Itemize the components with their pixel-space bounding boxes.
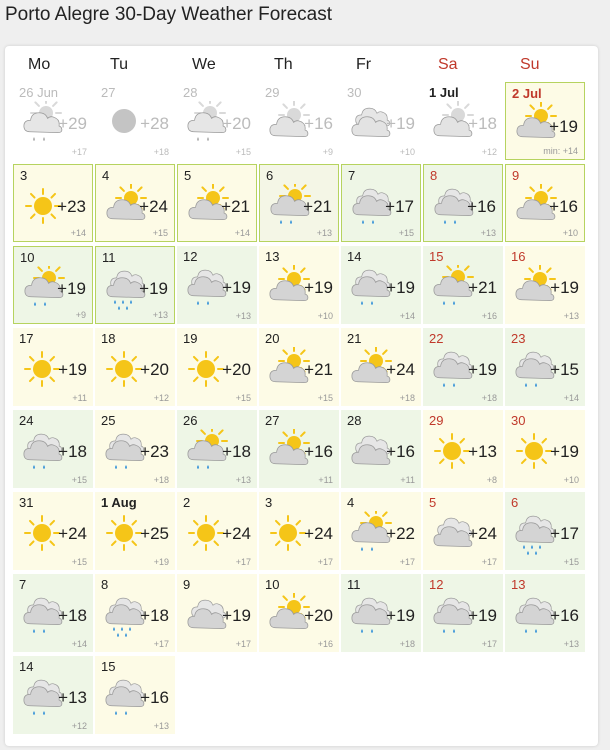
day-cell[interactable] xyxy=(95,656,175,734)
day-date: 22 xyxy=(429,331,444,346)
high-temp: +21 xyxy=(303,197,332,216)
day-date: 6 xyxy=(266,168,274,183)
low-temp: +13 xyxy=(480,228,496,238)
high-temp: +17 xyxy=(385,197,414,216)
high-temp: +19 xyxy=(550,278,579,297)
low-temp: +10 xyxy=(562,228,578,238)
day-date: 14 xyxy=(19,659,34,674)
day-cell[interactable] xyxy=(341,492,421,570)
low-temp: +8 xyxy=(486,475,497,485)
day-cell[interactable] xyxy=(177,82,257,160)
day-cell[interactable] xyxy=(341,410,421,488)
day-cell[interactable] xyxy=(423,328,503,406)
high-temp: +22 xyxy=(386,524,415,543)
day-cell[interactable] xyxy=(13,246,93,324)
high-temp: +20 xyxy=(222,114,251,133)
day-date: 21 xyxy=(347,331,362,346)
high-temp: +18 xyxy=(468,114,497,133)
day-date: 27 xyxy=(101,85,116,100)
high-temp: +20 xyxy=(140,360,169,379)
day-cell[interactable] xyxy=(341,328,421,406)
day-date: 13 xyxy=(265,249,280,264)
high-temp: +19 xyxy=(550,442,579,461)
day-date: 9 xyxy=(512,168,520,183)
day-date: 15 xyxy=(101,659,116,674)
low-temp: +17 xyxy=(71,147,87,157)
high-temp: +24 xyxy=(58,524,87,543)
weekday-label: Tu xyxy=(110,56,129,73)
day-cell[interactable] xyxy=(95,410,175,488)
day-date: 3 xyxy=(20,168,28,183)
low-temp: +13 xyxy=(153,721,169,731)
high-temp: +28 xyxy=(140,114,169,133)
low-temp: +17 xyxy=(399,557,415,567)
day-date: 19 xyxy=(183,331,198,346)
day-date: 25 xyxy=(101,413,116,428)
low-temp: +15 xyxy=(235,393,251,403)
day-date: 9 xyxy=(183,577,191,592)
low-temp: +18 xyxy=(153,147,169,157)
low-temp: +15 xyxy=(398,228,414,238)
high-temp: +19 xyxy=(57,279,86,298)
high-temp: +25 xyxy=(140,524,169,543)
high-temp: +19 xyxy=(58,360,87,379)
day-cell[interactable] xyxy=(95,246,175,324)
page-title: Porto Alegre 30-Day Weather Forecast xyxy=(5,4,333,25)
forecast-calendar xyxy=(5,46,598,746)
day-cell[interactable] xyxy=(423,246,503,324)
day-date: 29 xyxy=(429,413,444,428)
low-temp: +13 xyxy=(563,639,579,649)
high-temp: +13 xyxy=(58,688,87,707)
day-cell[interactable] xyxy=(341,164,421,242)
low-temp: +17 xyxy=(481,639,497,649)
day-date: 14 xyxy=(347,249,362,264)
day-cell[interactable] xyxy=(95,328,175,406)
high-temp: +19 xyxy=(468,606,497,625)
day-cell[interactable] xyxy=(13,328,93,406)
low-temp: +13 xyxy=(563,311,579,321)
day-cell[interactable] xyxy=(177,328,257,406)
low-temp: +11 xyxy=(72,393,87,403)
day-cell[interactable] xyxy=(177,246,257,324)
day-date: 4 xyxy=(347,495,355,510)
low-temp: +9 xyxy=(75,310,86,320)
day-date: 11 xyxy=(102,250,116,265)
day-cell[interactable] xyxy=(341,246,421,324)
high-temp: +24 xyxy=(386,360,415,379)
high-temp: +24 xyxy=(139,197,168,216)
day-date: 15 xyxy=(429,249,444,264)
weekday-label: Su xyxy=(520,56,540,73)
day-date: 29 xyxy=(265,85,280,100)
weekday-label: Th xyxy=(274,56,293,73)
day-cell[interactable] xyxy=(177,410,257,488)
day-cell[interactable] xyxy=(259,82,339,160)
high-temp: +15 xyxy=(550,360,579,379)
high-temp: +16 xyxy=(304,442,333,461)
low-temp: +12 xyxy=(481,147,497,157)
low-temp: +14 xyxy=(71,639,87,649)
day-cell[interactable] xyxy=(505,410,585,488)
day-date: 4 xyxy=(102,168,110,183)
day-date: 23 xyxy=(511,331,526,346)
day-date: 8 xyxy=(430,168,438,183)
day-cell[interactable] xyxy=(423,574,503,652)
day-date: 31 xyxy=(19,495,34,510)
high-temp: +18 xyxy=(140,606,169,625)
day-cell[interactable] xyxy=(423,410,503,488)
day-cell[interactable] xyxy=(341,82,421,160)
low-temp: +14 xyxy=(399,311,415,321)
high-temp: +19 xyxy=(304,278,333,297)
day-date: 26 Jun xyxy=(19,85,59,100)
day-date: 5 xyxy=(429,495,437,510)
low-temp: +17 xyxy=(317,557,333,567)
day-date: 28 xyxy=(347,413,362,428)
day-date: 17 xyxy=(19,331,34,346)
day-date: 1 Aug xyxy=(101,495,137,510)
day-date: 6 xyxy=(511,495,519,510)
low-temp: +12 xyxy=(153,393,169,403)
high-temp: +19 xyxy=(139,279,168,298)
day-cell[interactable] xyxy=(13,164,93,242)
high-temp: +16 xyxy=(550,606,579,625)
low-temp: +15 xyxy=(71,557,87,567)
day-date: 26 xyxy=(183,413,198,428)
day-cell[interactable] xyxy=(505,164,585,242)
low-temp: +13 xyxy=(316,228,332,238)
low-temp: +18 xyxy=(399,393,415,403)
day-date: 28 xyxy=(183,85,198,100)
day-date: 10 xyxy=(265,577,280,592)
day-cell[interactable] xyxy=(177,492,257,570)
low-temp: +15 xyxy=(563,557,579,567)
day-cell[interactable] xyxy=(505,82,585,160)
low-temp: +15 xyxy=(152,228,168,238)
high-temp: +24 xyxy=(304,524,333,543)
high-temp: +13 xyxy=(468,442,497,461)
day-cell[interactable] xyxy=(505,492,585,570)
day-date: 3 xyxy=(265,495,273,510)
low-temp: +15 xyxy=(71,475,87,485)
high-temp: +23 xyxy=(140,442,169,461)
day-cell[interactable] xyxy=(259,574,339,652)
high-temp: +21 xyxy=(221,197,250,216)
day-cell[interactable] xyxy=(505,246,585,324)
day-cell[interactable] xyxy=(95,492,175,570)
day-date: 7 xyxy=(348,168,356,183)
day-cell[interactable] xyxy=(177,164,257,242)
high-temp: +23 xyxy=(57,197,86,216)
day-date: 16 xyxy=(511,249,526,264)
weekday-header xyxy=(5,46,598,84)
low-temp: +10 xyxy=(563,475,579,485)
day-cell[interactable] xyxy=(259,246,339,324)
day-cell[interactable] xyxy=(341,574,421,652)
low-temp: +14 xyxy=(234,228,250,238)
day-date: 12 xyxy=(429,577,444,592)
low-temp: +13 xyxy=(235,475,251,485)
day-date: 8 xyxy=(101,577,109,592)
high-temp: +17 xyxy=(550,524,579,543)
day-cell[interactable] xyxy=(259,410,339,488)
high-temp: +16 xyxy=(304,114,333,133)
low-temp: +13 xyxy=(152,310,168,320)
low-temp: min: +14 xyxy=(543,146,578,156)
day-date: 27 xyxy=(265,413,280,428)
high-temp: +19 xyxy=(549,117,578,136)
weekday-label: Fr xyxy=(356,56,372,73)
high-temp: +19 xyxy=(386,278,415,297)
day-date: 2 Jul xyxy=(512,86,542,101)
day-cell[interactable] xyxy=(259,328,339,406)
day-cell[interactable] xyxy=(423,82,503,160)
high-temp: +19 xyxy=(468,360,497,379)
day-date: 20 xyxy=(265,331,280,346)
day-date: 1 Jul xyxy=(429,85,459,100)
low-temp: +18 xyxy=(399,639,415,649)
day-date: 24 xyxy=(19,413,34,428)
day-date: 30 xyxy=(347,85,362,100)
day-cell[interactable] xyxy=(423,492,503,570)
high-temp: +16 xyxy=(140,688,169,707)
low-temp: +11 xyxy=(318,475,333,485)
day-cell[interactable] xyxy=(259,492,339,570)
day-cell[interactable] xyxy=(505,574,585,652)
low-temp: +17 xyxy=(153,639,169,649)
low-temp: +15 xyxy=(317,393,333,403)
low-temp: +15 xyxy=(235,147,251,157)
day-date: 12 xyxy=(183,249,198,264)
day-date: 18 xyxy=(101,331,116,346)
day-cell[interactable] xyxy=(505,328,585,406)
day-cell[interactable] xyxy=(13,492,93,570)
low-temp: +17 xyxy=(235,639,251,649)
high-temp: +16 xyxy=(549,197,578,216)
high-temp: +16 xyxy=(386,442,415,461)
low-temp: +16 xyxy=(481,311,497,321)
high-temp: +18 xyxy=(222,442,251,461)
day-cell[interactable] xyxy=(423,164,503,242)
low-temp: +14 xyxy=(70,228,86,238)
high-temp: +18 xyxy=(58,442,87,461)
high-temp: +19 xyxy=(222,278,251,297)
low-temp: +10 xyxy=(399,147,415,157)
day-cell[interactable] xyxy=(13,656,93,734)
day-cell[interactable] xyxy=(95,574,175,652)
day-date: 30 xyxy=(511,413,526,428)
weekday-label: We xyxy=(192,56,216,73)
day-cell[interactable] xyxy=(13,82,93,160)
high-temp: +19 xyxy=(222,606,251,625)
day-cell[interactable] xyxy=(13,574,93,652)
high-temp: +20 xyxy=(222,360,251,379)
high-temp: +19 xyxy=(386,114,415,133)
day-date: 10 xyxy=(20,250,35,265)
day-date: 7 xyxy=(19,577,27,592)
day-cell[interactable] xyxy=(95,82,175,160)
low-temp: +11 xyxy=(400,475,415,485)
low-temp: +19 xyxy=(153,557,169,567)
high-temp: +24 xyxy=(222,524,251,543)
day-cell[interactable] xyxy=(177,574,257,652)
day-date: 11 xyxy=(347,577,361,592)
high-temp: +29 xyxy=(58,114,87,133)
day-cell[interactable] xyxy=(95,164,175,242)
day-date: 13 xyxy=(511,577,526,592)
day-cell[interactable] xyxy=(13,410,93,488)
high-temp: +19 xyxy=(386,606,415,625)
low-temp: +18 xyxy=(153,475,169,485)
day-date: 2 xyxy=(183,495,191,510)
low-temp: +14 xyxy=(563,393,579,403)
low-temp: +9 xyxy=(322,147,333,157)
low-temp: +17 xyxy=(481,557,497,567)
high-temp: +21 xyxy=(468,278,497,297)
low-temp: +12 xyxy=(71,721,87,731)
high-temp: +20 xyxy=(304,606,333,625)
day-date: 5 xyxy=(184,168,192,183)
weekday-label: Sa xyxy=(438,56,458,73)
high-temp: +24 xyxy=(468,524,497,543)
high-temp: +21 xyxy=(304,360,333,379)
low-temp: +10 xyxy=(317,311,333,321)
low-temp: +13 xyxy=(235,311,251,321)
high-temp: +16 xyxy=(467,197,496,216)
low-temp: +16 xyxy=(317,639,333,649)
weekday-label: Mo xyxy=(28,56,51,73)
day-cell[interactable] xyxy=(259,164,339,242)
low-temp: +18 xyxy=(481,393,497,403)
high-temp: +18 xyxy=(58,606,87,625)
low-temp: +17 xyxy=(235,557,251,567)
